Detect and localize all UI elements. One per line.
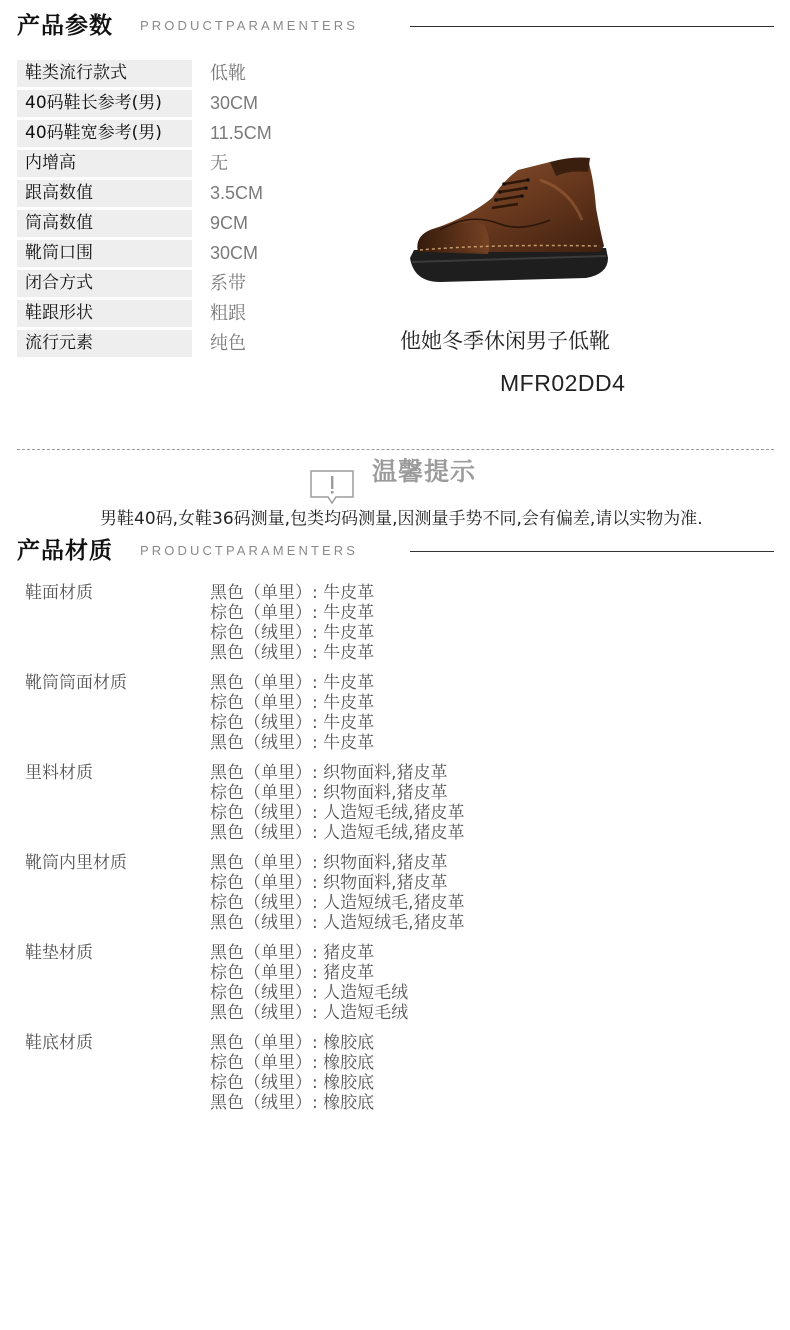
param-value: 3.5CM [210,183,264,203]
param-value: 无 [210,153,228,173]
material-line: 棕色（绒里）: 人造短毛绒 [210,983,409,1003]
material-label: 里料材质 [25,763,93,783]
product-model: MFR02DD4 [500,370,626,396]
materials-section-header [17,533,774,569]
material-group [25,943,765,1033]
param-value: 30CM [210,93,259,113]
param-value: 9CM [210,213,249,233]
material-label: 鞋底材质 [25,1033,93,1053]
param-row [17,270,317,300]
material-group [25,583,765,673]
product-image [400,150,620,290]
param-value: 30CM [210,243,259,263]
material-line: 黑色（单里）: 织物面料,猪皮革 [210,763,448,783]
param-label: 40码鞋宽参考(男) [17,120,192,147]
exclamation-speech-bubble-icon [310,470,354,504]
material-line: 黑色（绒里）: 人造短绒毛,猪皮革 [210,913,465,933]
material-line: 黑色（单里）: 橡胶底 [210,1033,375,1053]
material-group [25,763,765,853]
material-label: 鞋垫材质 [25,943,93,963]
param-value: 粗跟 [210,303,246,323]
material-line: 棕色（单里）: 牛皮革 [210,603,375,623]
param-label: 筒高数值 [17,210,192,237]
material-line: 黑色（单里）: 牛皮革 [210,583,375,603]
param-row [17,60,317,90]
param-row [17,90,317,120]
material-line: 棕色（单里）: 猪皮革 [210,963,375,983]
material-label: 靴筒筒面材质 [25,673,127,693]
param-value: 纯色 [210,333,246,353]
materials-list [25,583,765,1123]
material-line: 棕色（单里）: 牛皮革 [210,693,375,713]
notice-text: 男鞋40码,女鞋36码测量,包类均码测量,因测量手势不同,会有偏差,请以实物为准. [100,509,703,529]
material-line: 黑色（单里）: 猪皮革 [210,943,375,963]
materials-section-subtitle: PRODUCTPARAMENTERS [140,543,359,558]
param-row [17,330,317,360]
material-line: 黑色（绒里）: 橡胶底 [210,1093,375,1113]
params-section-rule [410,26,774,27]
param-value: 低靴 [210,63,246,83]
material-label: 鞋面材质 [25,583,93,603]
material-line: 黑色（绒里）: 牛皮革 [210,643,375,663]
material-group [25,673,765,763]
material-group [25,853,765,943]
material-line: 棕色（绒里）: 人造短绒毛,猪皮革 [210,893,465,913]
material-line: 棕色（绒里）: 橡胶底 [210,1073,375,1093]
param-row [17,180,317,210]
materials-section-rule [410,551,774,552]
materials-section-title: 产品材质 [17,538,113,564]
material-group [25,1033,765,1123]
material-line: 黑色（绒里）: 人造短毛绒,猪皮革 [210,823,465,843]
material-line: 棕色（单里）: 织物面料,猪皮革 [210,873,448,893]
material-line: 黑色（绒里）: 牛皮革 [210,733,375,753]
params-section-subtitle: PRODUCTPARAMENTERS [140,18,359,33]
material-line: 棕色（绒里）: 牛皮革 [210,623,375,643]
params-table [17,60,317,360]
material-line: 棕色（绒里）: 牛皮革 [210,713,375,733]
param-label: 40码鞋长参考(男) [17,90,192,117]
material-label: 靴筒内里材质 [25,853,127,873]
notice-title: 温馨提示 [372,457,477,486]
param-row [17,300,317,330]
param-label: 鞋跟形状 [17,300,192,327]
param-row [17,240,317,270]
material-line: 黑色（单里）: 织物面料,猪皮革 [210,853,448,873]
param-value: 系带 [210,273,246,293]
param-label: 流行元素 [17,330,192,357]
material-line: 棕色（绒里）: 人造短毛绒,猪皮革 [210,803,465,823]
params-section-header [17,8,774,44]
param-label: 内增高 [17,150,192,177]
params-section-title: 产品参数 [17,13,113,39]
material-line: 黑色（绒里）: 人造短毛绒 [210,1003,409,1023]
param-value: 11.5CM [210,123,272,143]
param-label: 闭合方式 [17,270,192,297]
material-line: 棕色（单里）: 橡胶底 [210,1053,375,1073]
param-label: 跟高数值 [17,180,192,207]
param-row [17,210,317,240]
material-line: 棕色（单里）: 织物面料,猪皮革 [210,783,448,803]
dashed-divider [17,449,774,450]
param-row [17,150,317,180]
param-label: 靴筒口围 [17,240,192,267]
param-label: 鞋类流行款式 [17,60,192,87]
param-row [17,120,317,150]
boot-illustration [400,150,620,290]
product-name: 他她冬季休闲男子低靴 [400,329,610,353]
material-line: 黑色（单里）: 牛皮革 [210,673,375,693]
